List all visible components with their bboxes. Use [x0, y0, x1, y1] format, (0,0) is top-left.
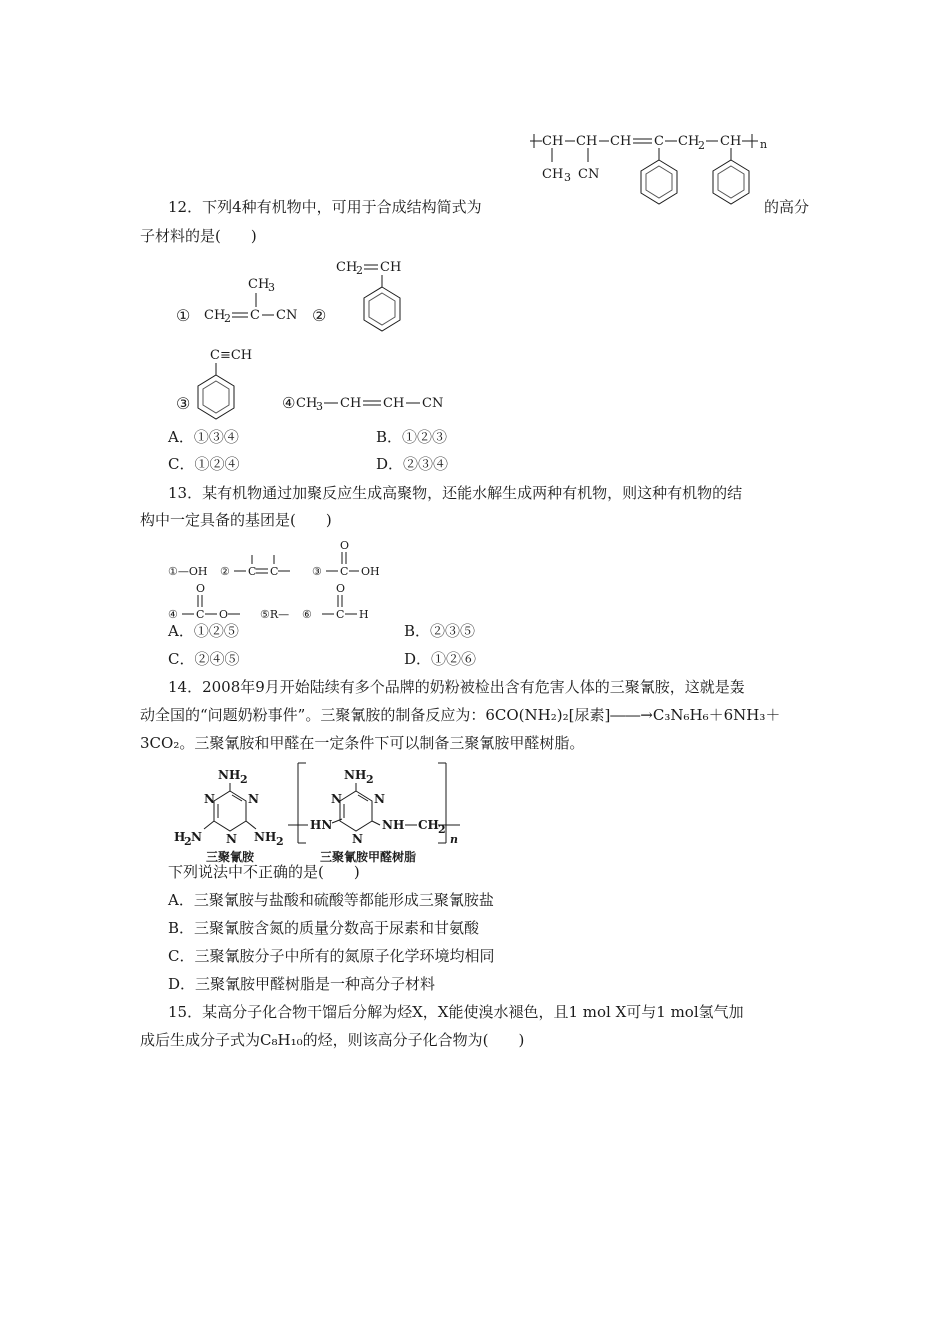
g3-c: C [340, 565, 349, 578]
m2-num: ② [312, 306, 327, 325]
q13-groups [168, 540, 428, 625]
q14-line2: 动全国的“问题奶粉事件”。三聚氰胺的制备反应为：6CO(NH₂)₂[尿素]――→C₃N₆H₆＋6NH₃＋ [140, 706, 781, 724]
m3-top: C≡CH [210, 348, 253, 363]
polymer-ch-b: CH [576, 134, 598, 149]
mel-nh2-top-sub: 2 [240, 773, 248, 786]
m1-num: ① [176, 306, 191, 325]
resin-ch2: CH [418, 818, 439, 832]
g1: ①—OH [168, 565, 208, 578]
mel-n-bottom: N [226, 832, 237, 846]
resin-nh: NH [382, 818, 405, 832]
q14-line1: 14．2008年9月开始陆续有多个品牌的奶粉被检出含有危害人体的三聚氰胺，这就是轰 [168, 678, 745, 696]
q12-option-a[interactable]: A．①③④ [168, 428, 239, 446]
q12-polymer-structure [528, 126, 768, 226]
q12-line2: 子材料的是( ) [140, 227, 257, 245]
polymer-ch: CH [542, 134, 564, 149]
mel-n-right: N [248, 792, 259, 806]
g4-top: O [196, 582, 206, 595]
q12-option-c[interactable]: C．①②④ [168, 455, 240, 473]
m4-ch3: CH [296, 396, 318, 411]
q12-molecules-1-2 [170, 255, 430, 345]
m4-cn: CN [422, 396, 444, 411]
q14-structures [170, 757, 490, 867]
q14-option-c[interactable]: C．三聚氰胺分子中所有的氮原子化学环境均相同 [168, 947, 495, 965]
resin-nh2-top-sub: 2 [366, 773, 374, 786]
q13-option-a[interactable]: A．①②⑤ [168, 622, 239, 640]
m1-ch3-sub: 3 [268, 281, 275, 294]
g3-num: ③ [312, 565, 322, 578]
g4-num: ④ [168, 608, 178, 621]
resin-caption: 三聚氰胺甲醛树脂 [320, 850, 417, 864]
polymer-c: C [654, 134, 664, 149]
q12-line1-suffix: 的高分 [764, 198, 810, 216]
q14-line3: 3CO₂。三聚氰胺和甲醛在一定条件下可以制备三聚氰胺甲醛树脂。 [140, 734, 585, 752]
g2-c2: C [270, 565, 279, 578]
g4-c: C [196, 608, 205, 621]
polymer-cn: CN [578, 167, 600, 182]
mel-caption: 三聚氰胺 [206, 850, 255, 864]
m4-ch-mid: CH [340, 396, 362, 411]
g2-num: ② [220, 565, 230, 578]
g3-o: O [340, 539, 350, 552]
m1-ch2-sub: 2 [224, 312, 231, 325]
g6-num: ⑥ [302, 608, 312, 621]
m1-ch2: CH [204, 308, 226, 323]
resin-hn: HN [310, 818, 333, 832]
resin-n-left: N [331, 792, 342, 806]
polymer-ch3: CH [542, 167, 564, 182]
mel-nh2-right-sub: 2 [276, 835, 284, 848]
q12-molecules-3-4 [170, 343, 470, 433]
resin-n-bottom: N [352, 832, 363, 846]
m3-num: ③ [176, 394, 191, 413]
g6-h: H [359, 608, 369, 621]
q13-option-b[interactable]: B．②③⑤ [404, 622, 476, 640]
polymer-ch3-sub: 3 [564, 171, 571, 184]
resin-ch2-sub: 2 [438, 823, 446, 836]
q13-line2: 构中一定具备的基团是( ) [140, 511, 332, 529]
q13-line1: 13．某有机物通过加聚反应生成高聚物，还能水解生成两种有机物，则这种有机物的结 [168, 484, 743, 502]
q12-line1-prefix: 12．下列4种有机物中，可用于合成结构简式为 [168, 198, 482, 216]
polymer-ch2: CH [678, 134, 700, 149]
mel-h2n-n: N [191, 830, 202, 844]
g5: ⑤R— [260, 608, 290, 621]
polymer-n: n [760, 138, 768, 151]
q12-option-d[interactable]: D．②③④ [376, 455, 449, 473]
mel-n-left: N [204, 792, 215, 806]
mel-nh2-right: NH [254, 830, 277, 844]
m4-num: ④ [282, 394, 296, 412]
m2-ch: CH [380, 260, 402, 275]
polymer-ch2-sub: 2 [698, 139, 705, 152]
q15-line2: 成后生成分子式为C₈H₁₀的烃，则该高分子化合物为( ) [140, 1031, 525, 1049]
m2-ch2: CH [336, 260, 358, 275]
g6-c: C [336, 608, 345, 621]
q15-line1: 15．某高分子化合物干馏后分解为烃X，X能使溴水褪色，且1 mol X可与1 mol氢气加 [168, 1003, 744, 1021]
m4-ch3-sub: 3 [316, 400, 323, 413]
m1-cn: CN [276, 308, 298, 323]
resin-n-sub: n [450, 833, 458, 846]
q14-option-a[interactable]: A．三聚氰胺与盐酸和硫酸等都能形成三聚氰胺盐 [168, 891, 494, 909]
g4-o: O [219, 608, 229, 621]
g3-oh: OH [361, 565, 380, 578]
q12-option-b[interactable]: B．①②③ [376, 428, 448, 446]
m2-ch2-sub: 2 [356, 264, 363, 277]
q14-line4: 下列说法中不正确的是( ) [168, 863, 360, 881]
m1-c: C [250, 308, 260, 323]
q14-option-d[interactable]: D．三聚氰胺甲醛树脂是一种高分子材料 [168, 975, 436, 993]
g6-top: O [336, 582, 346, 595]
q14-option-b[interactable]: B．三聚氰胺含氮的质量分数高于尿素和甘氨酸 [168, 919, 480, 937]
mel-nh2-top: NH [218, 768, 241, 782]
polymer-ch-end: CH [720, 134, 742, 149]
mel-h2n-sub: 2 [184, 835, 192, 848]
g2-c1: C [248, 565, 257, 578]
q13-option-d[interactable]: D．①②⑥ [404, 650, 477, 668]
mel-h2n: H [174, 830, 186, 844]
resin-n-right: N [374, 792, 385, 806]
q13-option-c[interactable]: C．②④⑤ [168, 650, 240, 668]
polymer-ch-eq: CH [610, 134, 632, 149]
m1-ch3: CH [248, 277, 270, 292]
m4-ch-right: CH [383, 396, 405, 411]
resin-nh2-top: NH [344, 768, 367, 782]
